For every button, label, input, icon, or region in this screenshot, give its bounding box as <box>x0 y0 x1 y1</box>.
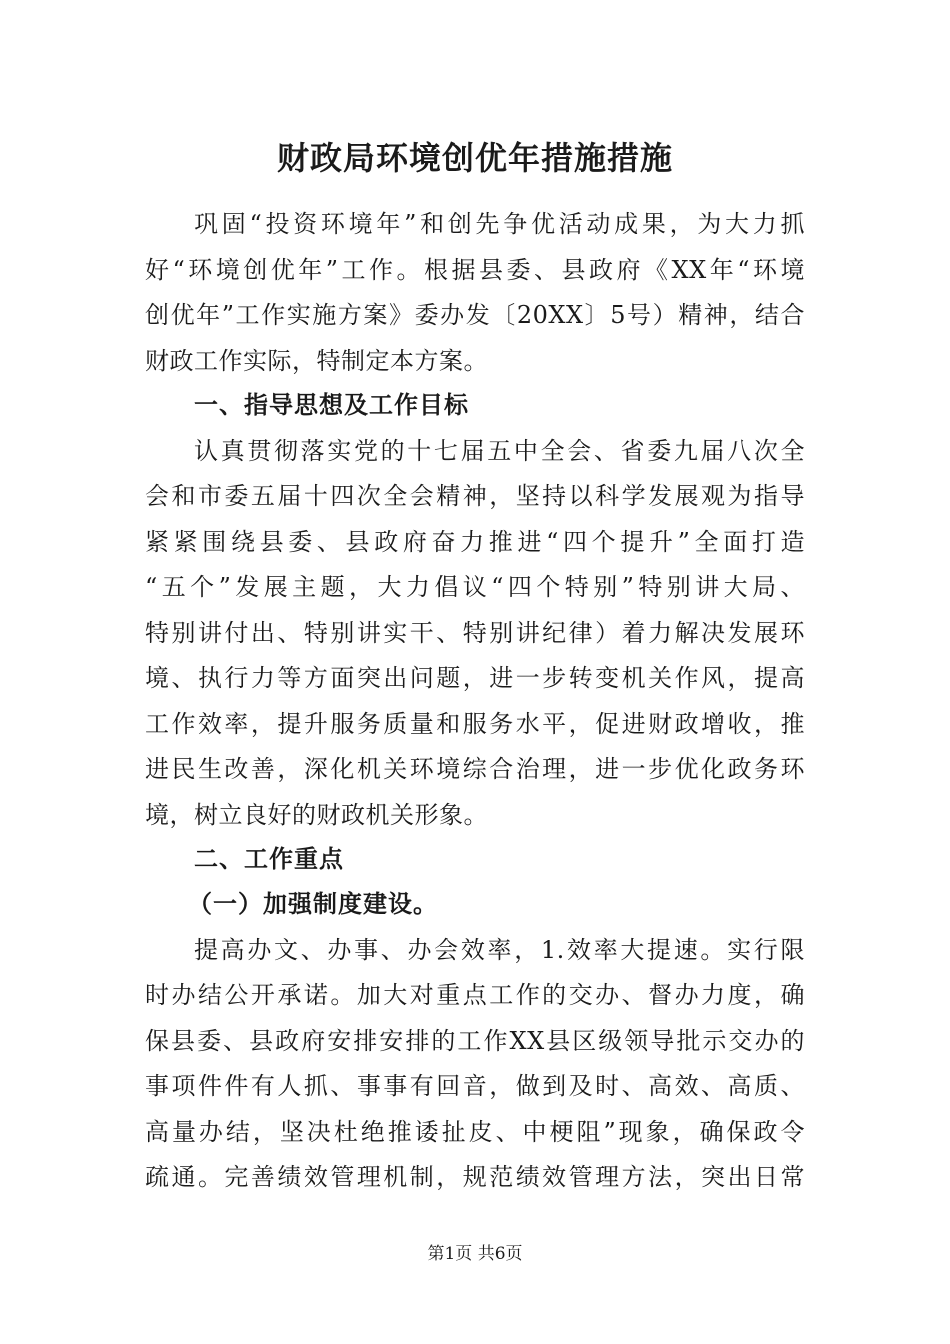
paragraph-line: 认真贯彻落实党的十七届五中全会、省委九届八次全 <box>194 437 805 465</box>
paragraph-line: 保县委、县政府安排安排的工作XX县区级领导批示交办的 <box>145 1027 805 1055</box>
subsection-heading: （一）加强制度建设。 <box>188 890 438 918</box>
paragraph-line: 境、执行力等方面突出问题，进一步转变机关作风，提高 <box>145 664 805 692</box>
paragraph-line: 紧紧围绕县委、县政府奋力推进“四个提升”全面打造 <box>145 528 805 556</box>
paragraph-line: 巩固“投资环境年”和创先争优活动成果，为大力抓 <box>194 210 805 238</box>
paragraph-line: 提高办文、办事、办会效率，1.效率大提速。实行限 <box>194 936 805 964</box>
paragraph-line: 疏通。完善绩效管理机制，规范绩效管理方法，突出日常 <box>145 1163 805 1191</box>
paragraph-line: 高量办结，坚决杜绝推诿扯皮、中梗阻”现象，确保政令 <box>145 1118 805 1146</box>
paragraph-line: 好“环境创优年”工作。根据县委、县政府《XX年“环境 <box>145 256 805 284</box>
paragraph-line: 事项件件有人抓、事事有回音，做到及时、高效、高质、 <box>145 1072 805 1100</box>
paragraph-line: 工作效率，提升服务质量和服务水平，促进财政增收，推 <box>145 710 805 738</box>
section-heading: 二、工作重点 <box>194 845 344 873</box>
paragraph-line: 特别讲付出、特别讲实干、特别讲纪律）着力解决发展环 <box>145 619 805 647</box>
paragraph-line: 进民生改善，深化机关环境综合治理，进一步优化政务环 <box>145 755 805 783</box>
paragraph-line: 时办结公开承诺。加大对重点工作的交办、督办力度，确 <box>145 981 805 1009</box>
page-number-footer: 第1页 共6页 <box>427 1244 523 1264</box>
paragraph-line: 创优年”工作实施方案》委办发〔20XX〕5号）精神，结合 <box>145 301 805 329</box>
paragraph-line: 会和市委五届十四次全会精神，坚持以科学发展观为指导 <box>145 482 805 510</box>
paragraph-line: “五个”发展主题，大力倡议“四个特别”特别讲大局、 <box>145 573 805 601</box>
paragraph-line: 境，树立良好的财政机关形象。 <box>145 801 488 829</box>
document-title: 财政局环境创优年措施措施 <box>276 139 673 177</box>
section-heading: 一、指导思想及工作目标 <box>194 391 469 419</box>
paragraph-line: 财政工作实际，特制定本方案。 <box>145 347 488 375</box>
